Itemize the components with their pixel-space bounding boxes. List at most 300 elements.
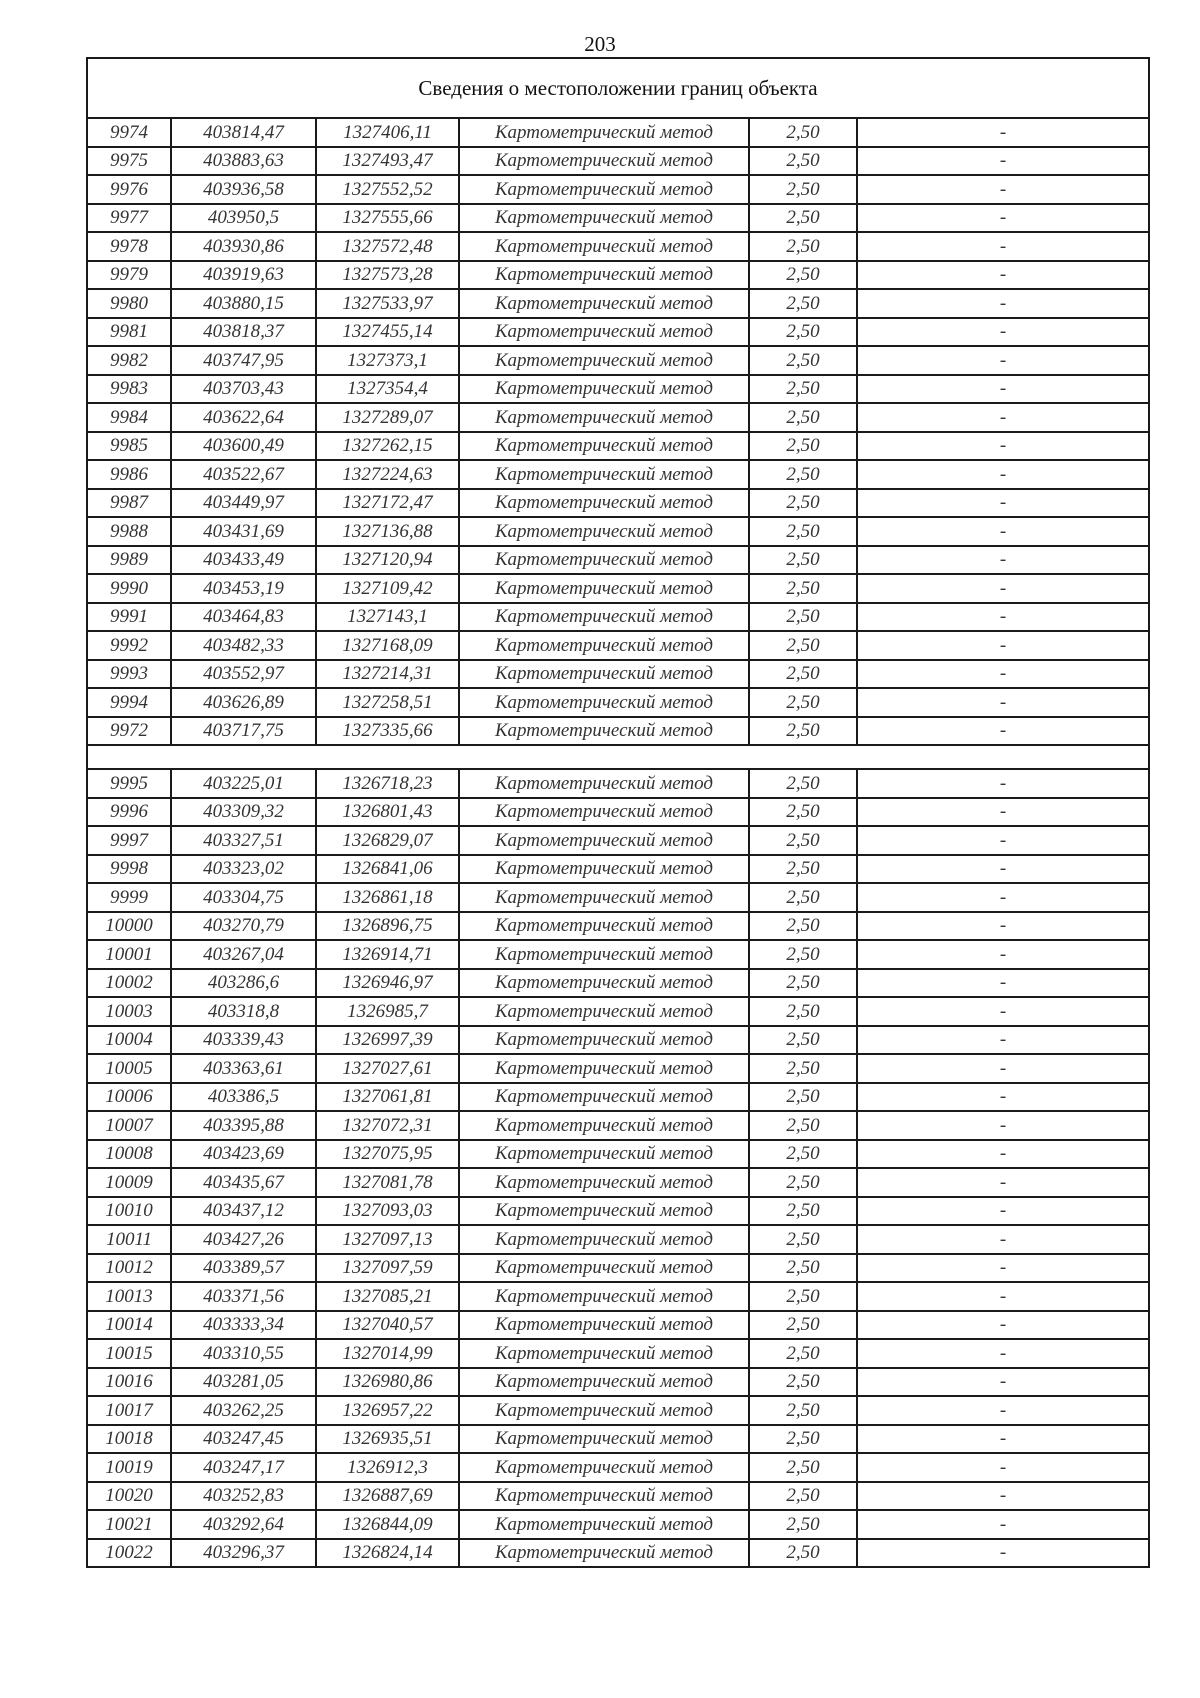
note-cell: - [857, 147, 1149, 176]
accuracy-cell: 2,50 [749, 574, 857, 603]
y-coordinate-cell: 1327097,59 [316, 1254, 459, 1283]
table-row [87, 1282, 1149, 1311]
y-coordinate-cell: 1327214,31 [316, 660, 459, 689]
note-cell: - [857, 546, 1149, 575]
y-coordinate-cell: 1326861,18 [316, 883, 459, 912]
x-coordinate-cell: 403814,47 [171, 118, 316, 147]
y-coordinate-cell: 1327533,97 [316, 289, 459, 318]
y-coordinate-cell: 1327075,95 [316, 1140, 459, 1169]
table-row [87, 883, 1149, 912]
note-cell: - [857, 912, 1149, 941]
note-cell: - [857, 1197, 1149, 1226]
y-coordinate-cell: 1327120,94 [316, 546, 459, 575]
point-number-cell: 10002 [87, 969, 171, 998]
point-number-cell: 9972 [87, 717, 171, 746]
accuracy-cell: 2,50 [749, 631, 857, 660]
note-cell: - [857, 432, 1149, 461]
note-cell: - [857, 1510, 1149, 1539]
y-coordinate-cell: 1327093,03 [316, 1197, 459, 1226]
accuracy-cell: 2,50 [749, 432, 857, 461]
note-cell: - [857, 460, 1149, 489]
accuracy-cell: 2,50 [749, 546, 857, 575]
note-cell: - [857, 232, 1149, 261]
method-cell: Картометрический метод [459, 997, 749, 1026]
point-number-cell: 10003 [87, 997, 171, 1026]
accuracy-cell: 2,50 [749, 969, 857, 998]
note-cell: - [857, 318, 1149, 347]
accuracy-cell: 2,50 [749, 261, 857, 290]
table-row [87, 1225, 1149, 1254]
accuracy-cell: 2,50 [749, 147, 857, 176]
table-row [87, 346, 1149, 375]
x-coordinate-cell: 403304,75 [171, 883, 316, 912]
note-cell: - [857, 997, 1149, 1026]
x-coordinate-cell: 403318,8 [171, 997, 316, 1026]
table-row [87, 432, 1149, 461]
point-number-cell: 9978 [87, 232, 171, 261]
table-row [87, 289, 1149, 318]
point-number-cell: 9977 [87, 204, 171, 233]
point-number-cell: 10020 [87, 1482, 171, 1511]
x-coordinate-cell: 403919,63 [171, 261, 316, 290]
note-cell: - [857, 1539, 1149, 1568]
table-row [87, 1396, 1149, 1425]
y-coordinate-cell: 1327097,13 [316, 1225, 459, 1254]
accuracy-cell: 2,50 [749, 1339, 857, 1368]
note-cell: - [857, 375, 1149, 404]
table-header-row [87, 58, 1149, 118]
accuracy-cell: 2,50 [749, 1054, 857, 1083]
note-cell: - [857, 261, 1149, 290]
accuracy-cell: 2,50 [749, 517, 857, 546]
table-row [87, 1482, 1149, 1511]
method-cell: Картометрический метод [459, 969, 749, 998]
accuracy-cell: 2,50 [749, 118, 857, 147]
point-number-cell: 9983 [87, 375, 171, 404]
note-cell: - [857, 1254, 1149, 1283]
method-cell: Картометрический метод [459, 912, 749, 941]
x-coordinate-cell: 403292,64 [171, 1510, 316, 1539]
y-coordinate-cell: 1326957,22 [316, 1396, 459, 1425]
note-cell: - [857, 118, 1149, 147]
y-coordinate-cell: 1327573,28 [316, 261, 459, 290]
y-coordinate-cell: 1326935,51 [316, 1425, 459, 1454]
point-number-cell: 9988 [87, 517, 171, 546]
accuracy-cell: 2,50 [749, 1111, 857, 1140]
y-coordinate-cell: 1327354,4 [316, 375, 459, 404]
x-coordinate-cell: 403323,02 [171, 855, 316, 884]
table-row [87, 546, 1149, 575]
point-number-cell: 10021 [87, 1510, 171, 1539]
accuracy-cell: 2,50 [749, 1539, 857, 1568]
note-cell: - [857, 1140, 1149, 1169]
y-coordinate-cell: 1327168,09 [316, 631, 459, 660]
point-number-cell: 9996 [87, 798, 171, 827]
x-coordinate-cell: 403333,34 [171, 1311, 316, 1340]
x-coordinate-cell: 403482,33 [171, 631, 316, 660]
x-coordinate-cell: 403930,86 [171, 232, 316, 261]
note-cell: - [857, 717, 1149, 746]
x-coordinate-cell: 403449,97 [171, 489, 316, 518]
method-cell: Картометрический метод [459, 1168, 749, 1197]
point-number-cell: 9980 [87, 289, 171, 318]
method-cell: Картометрический метод [459, 940, 749, 969]
method-cell: Картометрический метод [459, 346, 749, 375]
point-number-cell: 9991 [87, 603, 171, 632]
table-row [87, 631, 1149, 660]
accuracy-cell: 2,50 [749, 769, 857, 798]
table-row [87, 1453, 1149, 1482]
x-coordinate-cell: 403386,5 [171, 1083, 316, 1112]
x-coordinate-cell: 403453,19 [171, 574, 316, 603]
accuracy-cell: 2,50 [749, 603, 857, 632]
note-cell: - [857, 688, 1149, 717]
table-row [87, 118, 1149, 147]
x-coordinate-cell: 403371,56 [171, 1282, 316, 1311]
method-cell: Картометрический метод [459, 574, 749, 603]
block-separator-row [87, 745, 1149, 769]
accuracy-cell: 2,50 [749, 1282, 857, 1311]
accuracy-cell: 2,50 [749, 997, 857, 1026]
point-number-cell: 10014 [87, 1311, 171, 1340]
table-row [87, 717, 1149, 746]
table-row [87, 855, 1149, 884]
y-coordinate-cell: 1326841,06 [316, 855, 459, 884]
point-number-cell: 9994 [87, 688, 171, 717]
note-cell: - [857, 1482, 1149, 1511]
accuracy-cell: 2,50 [749, 1482, 857, 1511]
point-number-cell: 10008 [87, 1140, 171, 1169]
table-row [87, 1510, 1149, 1539]
point-number-cell: 9982 [87, 346, 171, 375]
y-coordinate-cell: 1326829,07 [316, 826, 459, 855]
point-number-cell: 9989 [87, 546, 171, 575]
method-cell: Картометрический метод [459, 375, 749, 404]
x-coordinate-cell: 403309,32 [171, 798, 316, 827]
y-coordinate-cell: 1327136,88 [316, 517, 459, 546]
x-coordinate-cell: 403296,37 [171, 1539, 316, 1568]
point-number-cell: 9974 [87, 118, 171, 147]
point-number-cell: 10001 [87, 940, 171, 969]
method-cell: Картометрический метод [459, 318, 749, 347]
x-coordinate-cell: 403883,63 [171, 147, 316, 176]
point-number-cell: 9998 [87, 855, 171, 884]
method-cell: Картометрический метод [459, 1026, 749, 1055]
accuracy-cell: 2,50 [749, 1083, 857, 1112]
accuracy-cell: 2,50 [749, 1168, 857, 1197]
point-number-cell: 9984 [87, 403, 171, 432]
point-number-cell: 10013 [87, 1282, 171, 1311]
method-cell: Картометрический метод [459, 1054, 749, 1083]
point-number-cell: 9981 [87, 318, 171, 347]
note-cell: - [857, 1111, 1149, 1140]
y-coordinate-cell: 1326844,09 [316, 1510, 459, 1539]
method-cell: Картометрический метод [459, 147, 749, 176]
x-coordinate-cell: 403262,25 [171, 1396, 316, 1425]
point-number-cell: 9987 [87, 489, 171, 518]
method-cell: Картометрический метод [459, 769, 749, 798]
y-coordinate-cell: 1327224,63 [316, 460, 459, 489]
x-coordinate-cell: 403267,04 [171, 940, 316, 969]
table-row [87, 969, 1149, 998]
table-row [87, 517, 1149, 546]
accuracy-cell: 2,50 [749, 1368, 857, 1397]
y-coordinate-cell: 1326980,86 [316, 1368, 459, 1397]
method-cell: Картометрический метод [459, 1425, 749, 1454]
x-coordinate-cell: 403327,51 [171, 826, 316, 855]
table-row [87, 1254, 1149, 1283]
y-coordinate-cell: 1327335,66 [316, 717, 459, 746]
method-cell: Картометрический метод [459, 1510, 749, 1539]
x-coordinate-cell: 403363,61 [171, 1054, 316, 1083]
accuracy-cell: 2,50 [749, 1510, 857, 1539]
y-coordinate-cell: 1327061,81 [316, 1083, 459, 1112]
accuracy-cell: 2,50 [749, 798, 857, 827]
accuracy-cell: 2,50 [749, 1453, 857, 1482]
x-coordinate-cell: 403717,75 [171, 717, 316, 746]
note-cell: - [857, 631, 1149, 660]
point-number-cell: 10011 [87, 1225, 171, 1254]
accuracy-cell: 2,50 [749, 1396, 857, 1425]
note-cell: - [857, 855, 1149, 884]
note-cell: - [857, 883, 1149, 912]
point-number-cell: 9975 [87, 147, 171, 176]
table-row [87, 1168, 1149, 1197]
y-coordinate-cell: 1326718,23 [316, 769, 459, 798]
point-number-cell: 9990 [87, 574, 171, 603]
accuracy-cell: 2,50 [749, 175, 857, 204]
point-number-cell: 10019 [87, 1453, 171, 1482]
accuracy-cell: 2,50 [749, 460, 857, 489]
y-coordinate-cell: 1327552,52 [316, 175, 459, 204]
accuracy-cell: 2,50 [749, 826, 857, 855]
point-number-cell: 9979 [87, 261, 171, 290]
accuracy-cell: 2,50 [749, 1026, 857, 1055]
method-cell: Картометрический метод [459, 432, 749, 461]
method-cell: Картометрический метод [459, 403, 749, 432]
x-coordinate-cell: 403747,95 [171, 346, 316, 375]
x-coordinate-cell: 403252,83 [171, 1482, 316, 1511]
page-number: 203 [584, 32, 616, 56]
accuracy-cell: 2,50 [749, 232, 857, 261]
y-coordinate-cell: 1326824,14 [316, 1539, 459, 1568]
y-coordinate-cell: 1326801,43 [316, 798, 459, 827]
x-coordinate-cell: 403225,01 [171, 769, 316, 798]
point-number-cell: 9997 [87, 826, 171, 855]
x-coordinate-cell: 403703,43 [171, 375, 316, 404]
method-cell: Картометрический метод [459, 204, 749, 233]
accuracy-cell: 2,50 [749, 318, 857, 347]
table-row [87, 403, 1149, 432]
method-cell: Картометрический метод [459, 1396, 749, 1425]
x-coordinate-cell: 403818,37 [171, 318, 316, 347]
note-cell: - [857, 798, 1149, 827]
point-number-cell: 9992 [87, 631, 171, 660]
point-number-cell: 10009 [87, 1168, 171, 1197]
table-row [87, 1140, 1149, 1169]
note-cell: - [857, 1083, 1149, 1112]
method-cell: Картометрический метод [459, 1197, 749, 1226]
x-coordinate-cell: 403281,05 [171, 1368, 316, 1397]
method-cell: Картометрический метод [459, 1539, 749, 1568]
note-cell: - [857, 204, 1149, 233]
table-row [87, 688, 1149, 717]
block-separator-cell [87, 745, 1149, 769]
table-row [87, 1311, 1149, 1340]
table-row [87, 798, 1149, 827]
note-cell: - [857, 1425, 1149, 1454]
method-cell: Картометрический метод [459, 1254, 749, 1283]
y-coordinate-cell: 1327081,78 [316, 1168, 459, 1197]
x-coordinate-cell: 403622,64 [171, 403, 316, 432]
table-row [87, 232, 1149, 261]
accuracy-cell: 2,50 [749, 717, 857, 746]
accuracy-cell: 2,50 [749, 883, 857, 912]
note-cell: - [857, 1396, 1149, 1425]
note-cell: - [857, 289, 1149, 318]
point-number-cell: 10016 [87, 1368, 171, 1397]
y-coordinate-cell: 1327172,47 [316, 489, 459, 518]
table-row [87, 1339, 1149, 1368]
accuracy-cell: 2,50 [749, 1425, 857, 1454]
method-cell: Картометрический метод [459, 1282, 749, 1311]
method-cell: Картометрический метод [459, 261, 749, 290]
table-row [87, 769, 1149, 798]
note-cell: - [857, 940, 1149, 969]
point-number-cell: 9993 [87, 660, 171, 689]
table-row [87, 489, 1149, 518]
x-coordinate-cell: 403435,67 [171, 1168, 316, 1197]
y-coordinate-cell: 1327555,66 [316, 204, 459, 233]
note-cell: - [857, 489, 1149, 518]
y-coordinate-cell: 1327373,1 [316, 346, 459, 375]
y-coordinate-cell: 1326997,39 [316, 1026, 459, 1055]
x-coordinate-cell: 403427,26 [171, 1225, 316, 1254]
note-cell: - [857, 1026, 1149, 1055]
method-cell: Картометрический метод [459, 688, 749, 717]
x-coordinate-cell: 403433,49 [171, 546, 316, 575]
table-row [87, 1111, 1149, 1140]
note-cell: - [857, 1311, 1149, 1340]
method-cell: Картометрический метод [459, 603, 749, 632]
y-coordinate-cell: 1327085,21 [316, 1282, 459, 1311]
method-cell: Картометрический метод [459, 883, 749, 912]
x-coordinate-cell: 403286,6 [171, 969, 316, 998]
note-cell: - [857, 175, 1149, 204]
note-cell: - [857, 660, 1149, 689]
method-cell: Картометрический метод [459, 1482, 749, 1511]
method-cell: Картометрический метод [459, 289, 749, 318]
method-cell: Картометрический метод [459, 175, 749, 204]
note-cell: - [857, 1282, 1149, 1311]
x-coordinate-cell: 403423,69 [171, 1140, 316, 1169]
note-cell: - [857, 574, 1149, 603]
accuracy-cell: 2,50 [749, 375, 857, 404]
method-cell: Картометрический метод [459, 1225, 749, 1254]
accuracy-cell: 2,50 [749, 1254, 857, 1283]
point-number-cell: 10000 [87, 912, 171, 941]
x-coordinate-cell: 403431,69 [171, 517, 316, 546]
accuracy-cell: 2,50 [749, 403, 857, 432]
accuracy-cell: 2,50 [749, 912, 857, 941]
table-row [87, 204, 1149, 233]
note-cell: - [857, 1054, 1149, 1083]
method-cell: Картометрический метод [459, 1083, 749, 1112]
y-coordinate-cell: 1327072,31 [316, 1111, 459, 1140]
point-number-cell: 10005 [87, 1054, 171, 1083]
method-cell: Картометрический метод [459, 1111, 749, 1140]
x-coordinate-cell: 403880,15 [171, 289, 316, 318]
accuracy-cell: 2,50 [749, 855, 857, 884]
y-coordinate-cell: 1327109,42 [316, 574, 459, 603]
method-cell: Картометрический метод [459, 460, 749, 489]
y-coordinate-cell: 1326912,3 [316, 1453, 459, 1482]
accuracy-cell: 2,50 [749, 346, 857, 375]
y-coordinate-cell: 1327406,11 [316, 118, 459, 147]
accuracy-cell: 2,50 [749, 489, 857, 518]
method-cell: Картометрический метод [459, 798, 749, 827]
y-coordinate-cell: 1327143,1 [316, 603, 459, 632]
x-coordinate-cell: 403552,97 [171, 660, 316, 689]
point-number-cell: 9976 [87, 175, 171, 204]
y-coordinate-cell: 1327258,51 [316, 688, 459, 717]
x-coordinate-cell: 403247,45 [171, 1425, 316, 1454]
x-coordinate-cell: 403247,17 [171, 1453, 316, 1482]
x-coordinate-cell: 403389,57 [171, 1254, 316, 1283]
note-cell: - [857, 346, 1149, 375]
table-row [87, 1425, 1149, 1454]
method-cell: Картометрический метод [459, 546, 749, 575]
method-cell: Картометрический метод [459, 1311, 749, 1340]
table-row [87, 940, 1149, 969]
x-coordinate-cell: 403339,43 [171, 1026, 316, 1055]
table-row [87, 574, 1149, 603]
table-row [87, 175, 1149, 204]
x-coordinate-cell: 403464,83 [171, 603, 316, 632]
table-row [87, 375, 1149, 404]
point-number-cell: 10015 [87, 1339, 171, 1368]
y-coordinate-cell: 1327014,99 [316, 1339, 459, 1368]
x-coordinate-cell: 403950,5 [171, 204, 316, 233]
note-cell: - [857, 1368, 1149, 1397]
accuracy-cell: 2,50 [749, 1197, 857, 1226]
x-coordinate-cell: 403395,88 [171, 1111, 316, 1140]
point-number-cell: 10017 [87, 1396, 171, 1425]
table-row [87, 261, 1149, 290]
table-row [87, 460, 1149, 489]
accuracy-cell: 2,50 [749, 940, 857, 969]
note-cell: - [857, 769, 1149, 798]
table-row [87, 997, 1149, 1026]
x-coordinate-cell: 403600,49 [171, 432, 316, 461]
table-row [87, 603, 1149, 632]
method-cell: Картометрический метод [459, 232, 749, 261]
point-number-cell: 9986 [87, 460, 171, 489]
table-row [87, 826, 1149, 855]
x-coordinate-cell: 403626,89 [171, 688, 316, 717]
accuracy-cell: 2,50 [749, 204, 857, 233]
accuracy-cell: 2,50 [749, 1225, 857, 1254]
table-row [87, 1083, 1149, 1112]
note-cell: - [857, 969, 1149, 998]
method-cell: Картометрический метод [459, 1368, 749, 1397]
point-number-cell: 9995 [87, 769, 171, 798]
y-coordinate-cell: 1327027,61 [316, 1054, 459, 1083]
note-cell: - [857, 1225, 1149, 1254]
method-cell: Картометрический метод [459, 1453, 749, 1482]
accuracy-cell: 2,50 [749, 660, 857, 689]
y-coordinate-cell: 1326887,69 [316, 1482, 459, 1511]
